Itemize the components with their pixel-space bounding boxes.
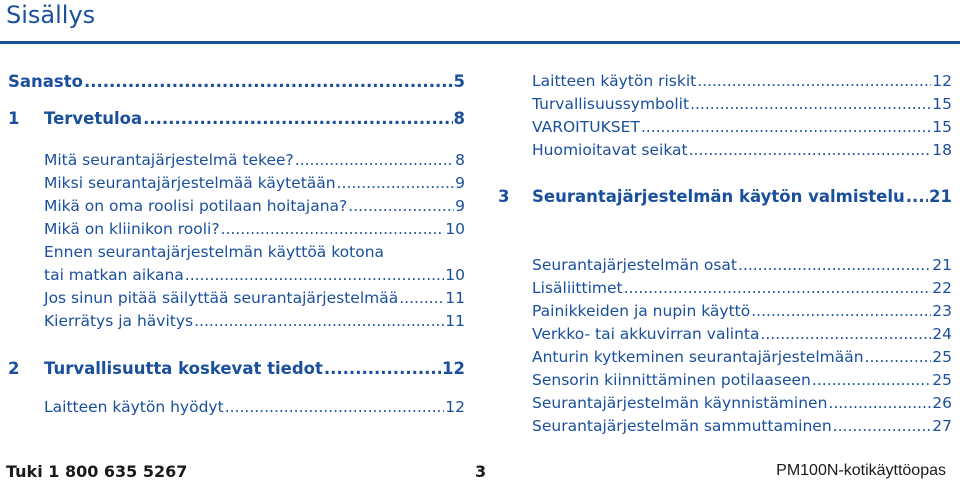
toc-page: 5 [453,72,465,91]
toc-page: 15 [932,95,952,113]
dot-leader [812,370,931,390]
toc-entry[interactable] [44,173,465,193]
toc-label: Tervetuloa [44,109,143,128]
toc-label: Huomioitavat seikat [532,141,688,159]
toc-entry[interactable] [532,71,952,91]
toc-page: 25 [932,371,952,389]
toc-entry[interactable] [532,94,952,114]
toc-entry[interactable] [532,324,952,344]
toc-label: Seurantajärjestelmän sammuttaminen [532,417,832,435]
page-title: Sisällys [6,1,96,29]
footer-guide-title: PM100N-kotikäyttöopas [776,462,946,479]
toc-label: Mikä on kliinikon rooli? [44,220,220,238]
toc-label: Lisäliittimet [532,279,623,297]
toc-label: Jos sinun pitää säilyttää seurantajärjestelmää [44,289,399,307]
toc-entry[interactable] [532,278,952,298]
toc-label: Seurantajärjestelmän osat [532,256,737,274]
toc-label: Seurantajärjestelmän käynnistäminen [532,394,828,412]
toc-entry[interactable] [44,196,465,216]
toc-entry[interactable] [532,140,952,160]
toc-page: 8 [455,151,465,169]
toc-page: 9 [455,197,465,215]
dot-leader [865,347,932,367]
toc-entry-wrap-line[interactable]: Ennen seurantajärjestelmän käyttöä kotona [44,243,385,261]
dot-leader [324,358,441,380]
toc-entry[interactable] [44,150,465,170]
toc-entry[interactable] [44,265,465,285]
toc-label: Seurantajärjestelmän käytön valmistelu [532,187,905,206]
chapter-number: 2 [8,359,20,378]
toc-entry[interactable] [532,347,952,367]
dot-leader [221,219,445,239]
dot-leader [690,94,931,114]
toc-page: 25 [932,348,952,366]
toc-label: Sanasto [8,72,83,91]
chapter-number: 3 [498,187,510,206]
dot-leader [624,278,932,298]
toc-label: Kierrätys ja hävitys [44,312,194,330]
toc-page: 11 [445,289,465,307]
dot-leader [738,255,931,275]
toc-entry[interactable] [44,219,465,239]
dot-leader [348,196,454,216]
dot-leader [185,265,445,285]
dot-leader [833,416,932,436]
toc-label: Mitä seurantajärjestelmä tekee? [44,151,294,169]
dot-leader [84,71,453,93]
toc-label: Laitteen käytön riskit [532,72,697,90]
toc-label: Verkko- tai akkuvirran valinta [532,325,760,343]
toc-entry[interactable] [532,416,952,436]
dot-leader [751,301,931,321]
toc-page: 27 [932,417,952,435]
toc-page: 11 [445,312,465,330]
toc-page: 26 [932,394,952,412]
dot-leader [689,140,932,160]
dot-leader [641,117,931,137]
toc-label: Anturin kytkeminen seurantajärjestelmään [532,348,864,366]
toc-page: 10 [445,266,465,284]
dot-leader [194,311,444,331]
dot-leader [828,393,931,413]
footer-support-phone: Tuki 1 800 635 5267 [6,462,188,481]
toc-label: VAROITUKSET [532,118,640,136]
toc-page: 9 [455,174,465,192]
toc-page: 18 [932,141,952,159]
toc-label: Laitteen käytön hyödyt [44,398,224,416]
toc-entry[interactable] [44,397,465,417]
dot-leader [143,108,452,130]
title-rule [0,41,960,44]
toc-label: Turvallisuutta koskevat tiedot [44,359,323,378]
toc-page: 12 [932,72,952,90]
toc-entry[interactable] [532,370,952,390]
toc-label: tai matkan aikana [44,266,184,284]
chapter-number: 1 [8,109,20,128]
toc-entry-chapter-1[interactable] [44,108,465,130]
toc-label: Painikkeiden ja nupin käyttö [532,302,751,320]
toc-entry[interactable] [532,117,952,137]
toc-label: Mikä on oma roolisi potilaan hoitajana? [44,197,348,215]
toc-entry[interactable] [44,288,465,308]
toc-entry-chapter-2[interactable] [44,358,465,380]
dot-leader [295,150,454,170]
toc-entry-chapter-3[interactable] [532,186,952,208]
toc-page: 15 [932,118,952,136]
toc-label: Miksi seurantajärjestelmää käytetään [44,174,336,192]
toc-page: 21 [932,256,952,274]
dot-leader [337,173,455,193]
toc-entry-sanasto[interactable] [8,71,465,93]
dot-leader [906,186,928,208]
toc-label: Turvallisuussymbolit [532,95,690,113]
dot-leader [399,288,444,308]
footer-page-number: 3 [475,462,487,481]
toc-page: 12 [442,359,465,378]
toc-entry[interactable] [532,393,952,413]
toc-page: 24 [932,325,952,343]
toc-entry[interactable] [532,301,952,321]
dot-leader [761,324,932,344]
toc-page: 21 [929,187,952,206]
dot-leader [225,397,445,417]
toc-page: 10 [445,220,465,238]
toc-page: 23 [932,302,952,320]
toc-page: 8 [453,109,465,128]
toc-entry[interactable] [532,255,952,275]
dot-leader [697,71,931,91]
toc-page: 12 [445,398,465,416]
toc-page: 22 [932,279,952,297]
toc-entry[interactable] [44,311,465,331]
toc-label: Sensorin kiinnittäminen potilaaseen [532,371,811,389]
